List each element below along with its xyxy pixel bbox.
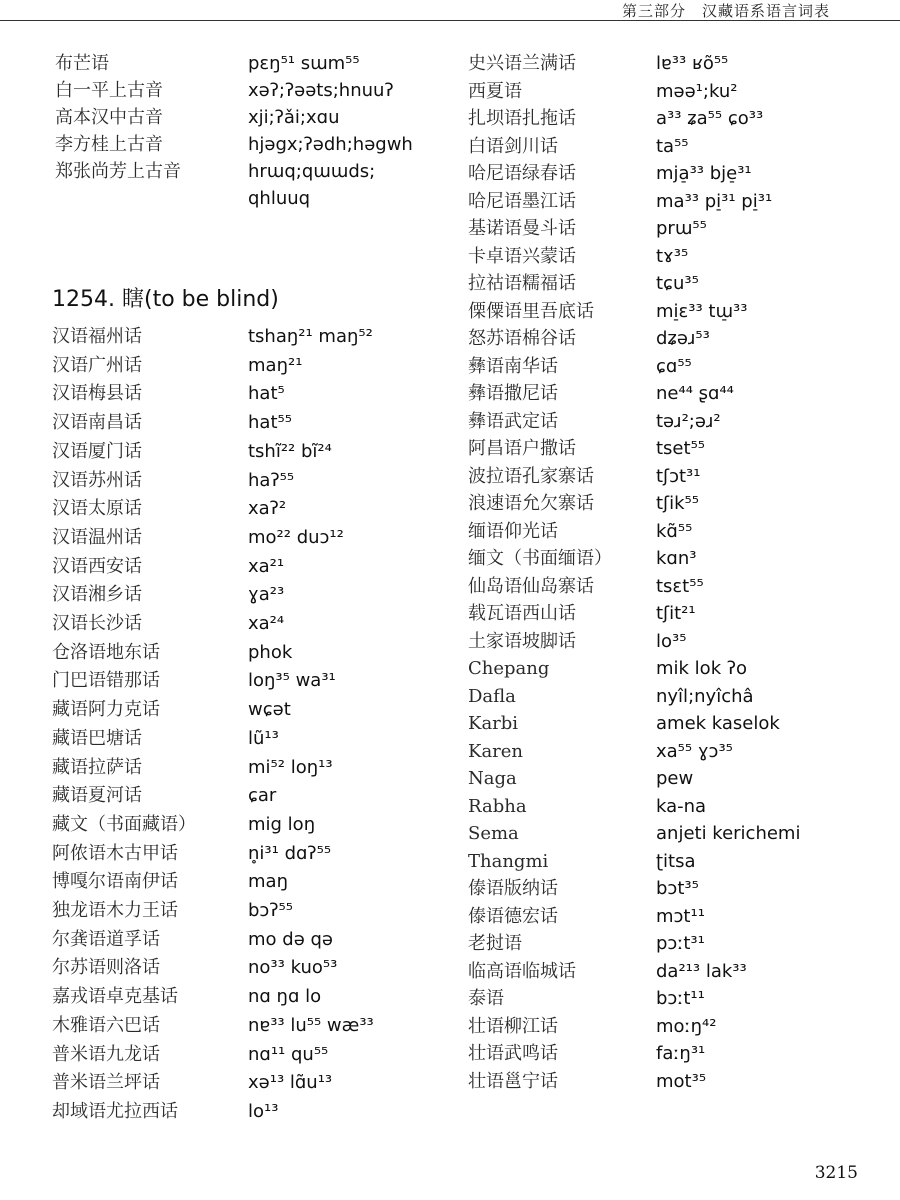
word-form: hjəgx;ʔədh;həgwh [248, 134, 413, 155]
language-name: 波拉语孔家寨话 [468, 465, 594, 487]
word-form: ne⁴⁴ ʂɑ⁴⁴ [656, 383, 734, 404]
word-form: xə¹³ lɑ̃u¹³ [248, 1072, 333, 1094]
word-form: xəʔ;ʔəəts;hnuuʔ [248, 80, 394, 101]
word-form: mja̠³³ bje̠³¹ [656, 163, 752, 184]
language-name: 藏语拉萨话 [52, 756, 142, 778]
language-name: 史兴语兰满话 [468, 53, 576, 74]
language-name: 拉祜语糯福话 [468, 273, 576, 294]
language-name: 哈尼语绿春话 [468, 163, 576, 184]
language-name: 彝语武定话 [468, 410, 558, 432]
language-name: 基诺语曼斗话 [468, 218, 576, 239]
word-form: təɹ²;əɹ² [656, 410, 721, 432]
language-name: Naga [468, 768, 517, 789]
word-form: tsɛt⁵⁵ [656, 575, 704, 597]
word-form: kɑn³ [656, 548, 697, 569]
language-name: 郑张尚芳上古音 [55, 161, 181, 182]
word-form: pew [656, 768, 694, 789]
language-name: 傈僳语里吾底话 [468, 300, 594, 322]
word-form: lo³⁵ [656, 630, 687, 652]
language-name: 汉语福州话 [52, 326, 142, 347]
word-form: da²¹³ lak³³ [656, 960, 747, 982]
word-form: tʃɔt³¹ [656, 465, 701, 487]
word-form: xji;ʔǎi;xɑu [248, 107, 340, 128]
language-name: 尔苏语则洛话 [52, 957, 160, 979]
word-form: mi⁵² loŋ¹³ [248, 756, 333, 778]
word-form: xa²¹ [248, 555, 285, 577]
language-name: Rabha [468, 795, 527, 817]
language-name: 普米语九龙话 [52, 1043, 160, 1065]
word-form: pɛŋ⁵¹ sɯm⁵⁵ [248, 53, 360, 74]
word-form: haʔ⁵⁵ [248, 469, 295, 491]
word-form: ka-na [656, 795, 707, 817]
word-form: dʑəɹ⁵³ [656, 328, 710, 349]
language-name: 缅语仰光话 [468, 520, 558, 542]
language-name: 白语剑川话 [468, 135, 558, 157]
word-form: nɐ³³ lu⁵⁵ wæ³³ [248, 1014, 374, 1036]
word-form: maŋ [248, 871, 288, 893]
word-form: ɕɑ⁵⁵ [656, 355, 692, 377]
language-name: 汉语梅县话 [52, 383, 142, 405]
word-form: tset⁵⁵ [656, 438, 705, 459]
language-name: 彝语南华话 [468, 355, 558, 377]
language-name: 哈尼语墨江话 [468, 190, 576, 212]
word-form: lo¹³ [248, 1100, 279, 1122]
word-form: a³³ ʑa⁵⁵ ɕo³³ [656, 108, 764, 129]
word-form: faːŋ³¹ [656, 1043, 706, 1064]
word-form: tʃik⁵⁵ [656, 493, 699, 514]
language-name: 汉语西安话 [52, 555, 142, 577]
language-name: 高本汉中古音 [55, 107, 163, 128]
word-form: tɕu³⁵ [656, 273, 699, 294]
entry-number: 1254. [52, 287, 115, 312]
language-name: 汉语长沙话 [52, 613, 142, 634]
language-name: 汉语南昌话 [52, 412, 142, 434]
language-name: Chepang [468, 658, 550, 679]
word-form: loŋ³⁵ wa³¹ [248, 670, 336, 692]
word-form: anjeti kerichemi [656, 823, 801, 844]
word-form: ma³³ pi̠³¹ pi̠³¹ [656, 190, 773, 212]
language-name: 泰语 [468, 988, 504, 1009]
language-name: 尔龚语道孚话 [52, 928, 160, 950]
word-form: hat⁵ [248, 383, 285, 405]
word-form: bɔːt¹¹ [656, 988, 705, 1009]
language-name: 阿昌语户撒话 [468, 438, 576, 459]
language-name: Karen [468, 740, 524, 762]
language-name: 载瓦语西山话 [468, 603, 576, 624]
language-name: 汉语温州话 [52, 526, 142, 548]
language-name: 土家语坡脚话 [468, 630, 576, 652]
word-form: ɕar [248, 785, 277, 807]
word-form: mik lok ʔo [656, 658, 748, 679]
word-form: qhluuq [248, 188, 311, 209]
language-name: 壮语柳江话 [468, 1015, 558, 1037]
word-form: tshĩ²² bĩ²⁴ [248, 440, 332, 462]
page-number: 3215 [814, 1163, 858, 1183]
word-form: nɑ¹¹ qu⁵⁵ [248, 1043, 329, 1065]
word-form: bɔʔ⁵⁵ [248, 900, 293, 921]
language-name: 木雅语六巴话 [52, 1014, 160, 1036]
word-form: ɣa²³ [248, 584, 285, 606]
header-title: 第三部分 汉藏语系语言词表 [621, 2, 830, 20]
word-form: hat⁵⁵ [248, 412, 292, 434]
word-form: maŋ²¹ [248, 354, 303, 376]
language-name: 阿侬语木古甲话 [52, 842, 178, 864]
language-name: 汉语苏州话 [52, 469, 142, 491]
language-name: 缅文（书面缅语） [468, 548, 612, 569]
language-name: 独龙语木力王话 [52, 900, 178, 921]
word-form: hrɯq;qɯɯds; [248, 161, 376, 182]
language-name: 浪速语允欠寨话 [468, 493, 594, 514]
word-form: məə¹;ku² [656, 80, 738, 102]
word-form: mo²² duɔ¹² [248, 526, 344, 548]
word-form: tɤ³⁵ [656, 245, 689, 267]
language-name: 汉语湘乡话 [52, 584, 142, 606]
language-name: 藏文（书面藏语） [52, 813, 196, 835]
language-name: 傣语德宏话 [468, 905, 558, 927]
language-name: 嘉戎语卓克基话 [52, 986, 178, 1008]
word-form: moːŋ⁴² [656, 1015, 717, 1037]
language-name: 藏语阿力克话 [52, 699, 160, 721]
language-name: 仓洛语地东话 [52, 641, 160, 663]
language-name: 白一平上古音 [55, 80, 163, 101]
language-name: 却域语尤拉西话 [52, 1100, 178, 1122]
language-name: 博嘎尔语南伊话 [52, 871, 178, 893]
language-name: 门巴语错那话 [52, 670, 160, 692]
word-form: mi̠ɛ³³ tɯ̠³³ [656, 300, 748, 322]
word-form: kɑ̃⁵⁵ [656, 520, 693, 542]
language-name: 布芒语 [55, 53, 109, 74]
word-form: prɯ⁵⁵ [656, 218, 707, 239]
word-form: xaʔ² [248, 498, 287, 520]
word-form: amek kaselok [656, 713, 780, 734]
language-name: 西夏语 [468, 80, 522, 102]
word-form: wɕət [248, 699, 291, 721]
word-form: tshaŋ²¹ maŋ⁵² [248, 326, 373, 347]
entry-heading [52, 282, 279, 313]
language-name: 怒苏语棉谷话 [468, 328, 576, 349]
word-form: bɔt³⁵ [656, 878, 699, 899]
language-name: 壮语武鸣话 [468, 1043, 558, 1064]
word-form: tʃit²¹ [656, 603, 696, 624]
language-name: 汉语广州话 [52, 354, 142, 376]
word-form: pɔːt³¹ [656, 933, 705, 954]
word-form: mig loŋ [248, 813, 316, 835]
language-name: Thangmi [468, 850, 549, 872]
word-form: mo də qə [248, 928, 333, 950]
language-name: 汉语太原话 [52, 498, 142, 520]
running-header [0, 0, 900, 24]
language-name: 藏语巴塘话 [52, 727, 142, 749]
language-name: 仙岛语仙岛寨话 [468, 575, 594, 597]
language-name: 傣语版纳话 [468, 878, 558, 899]
language-name: 藏语夏河话 [52, 785, 142, 807]
word-form: mot³⁵ [656, 1070, 707, 1092]
language-name: 临高语临城话 [468, 960, 576, 982]
language-name: 汉语厦门话 [52, 440, 142, 462]
language-name: 壮语邕宁话 [468, 1070, 558, 1092]
word-form: nɑ ŋɑ lo [248, 986, 322, 1008]
word-form: xa⁵⁵ ɣɔ³⁵ [656, 740, 733, 762]
word-form: no³³ kuo⁵³ [248, 957, 338, 979]
entry-headword: 瞎(to be blind) [121, 287, 279, 312]
language-name: 卡卓语兴蒙话 [468, 245, 576, 267]
word-form: ʈitsa [656, 850, 696, 872]
language-name: 老挝语 [468, 933, 522, 954]
word-form: lɐ³³ ʁõ⁵⁵ [656, 53, 729, 74]
language-name: 普米语兰坪话 [52, 1072, 160, 1094]
language-name: 李方桂上古音 [55, 134, 163, 155]
word-form: xa²⁴ [248, 613, 285, 634]
word-form: lũ¹³ [248, 727, 279, 749]
word-form: ta⁵⁵ [656, 135, 689, 157]
language-name: Sema [468, 823, 519, 844]
word-form: n̥i³¹ dɑʔ⁵⁵ [248, 842, 332, 864]
language-name: Dafla [468, 685, 516, 707]
language-name: 扎坝语扎拖话 [468, 108, 576, 129]
word-form: phok [248, 641, 293, 663]
word-form: nyîl;nyîchâ [656, 685, 754, 707]
language-name: Karbi [468, 713, 519, 734]
language-name: 彝语撒尼话 [468, 383, 558, 404]
word-form: mɔt¹¹ [656, 905, 705, 927]
header-rule [0, 20, 900, 21]
